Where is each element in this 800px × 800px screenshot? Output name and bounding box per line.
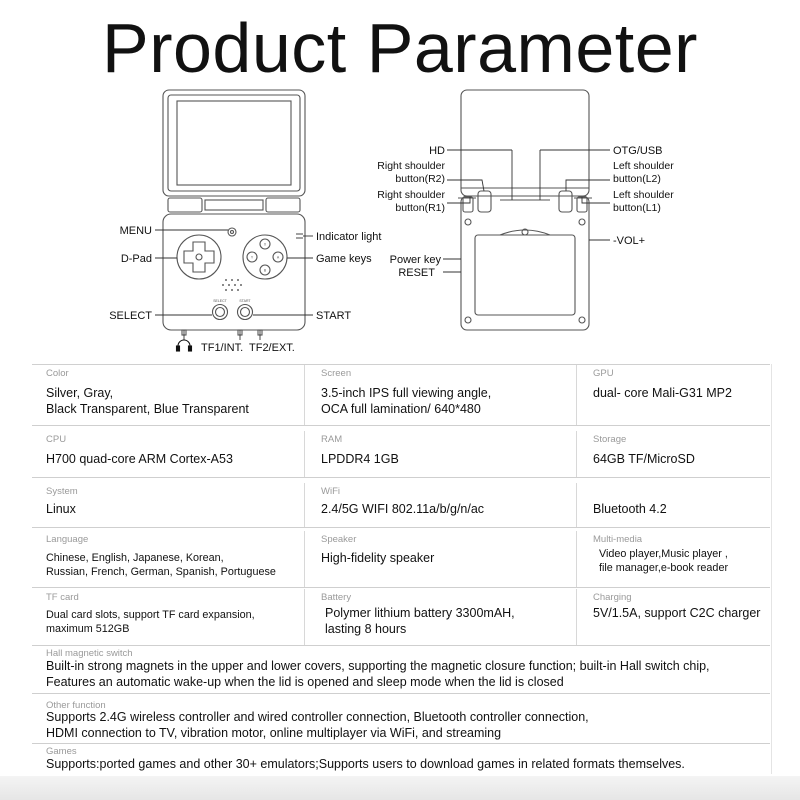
spec-table	[32, 364, 770, 775]
spec-label: Hall magnetic switch	[46, 648, 133, 659]
spec-cell-tfcard	[32, 589, 304, 645]
spec-value: Supports:ported games and other 30+ emulators;Supports users to download games in related formats themselves.	[46, 757, 685, 771]
select-small-label: SELECT	[213, 299, 227, 303]
headphone-icon	[177, 340, 192, 351]
volume-label: -VOL+	[613, 235, 646, 247]
select-label: SELECT	[109, 310, 152, 322]
power-key-label: Power key	[389, 254, 441, 266]
spec-value: 2.4/5G WIFI 802.11a/b/g/n/ac	[321, 502, 485, 516]
spec-value: Dual card slots, support TF card expansion, maximum 512GB	[46, 609, 255, 635]
spec-value: 64GB TF/MicroSD	[593, 452, 695, 466]
reset-label: RESET	[398, 267, 435, 279]
spec-value: H700 quad-core ARM Cortex-A53	[46, 452, 233, 466]
tf2-label: TF2/EXT.	[249, 342, 295, 354]
spec-cell-hall-switch	[32, 645, 770, 693]
spec-cell-gpu	[576, 365, 770, 425]
spec-value: Linux	[46, 502, 76, 516]
r2-label-line2: button(R2)	[395, 173, 445, 185]
page-bottom-decoration	[0, 776, 800, 800]
spec-cell-games	[32, 743, 770, 775]
spec-value: 3.5-inch IPS full viewing angle, OCA full lamination/ 640*480	[321, 386, 492, 416]
spec-label: Color	[46, 368, 69, 379]
menu-label: MENU	[119, 225, 152, 237]
l1-label-line1: Left shoulder	[613, 189, 674, 201]
game-keys-label: Game keys	[316, 253, 372, 265]
spec-cell-ram	[304, 431, 576, 477]
spec-label: Games	[46, 746, 77, 757]
spec-cell-screen	[304, 365, 576, 425]
page-edge-decoration	[771, 364, 780, 774]
r1-label-line1: Right shoulder	[377, 189, 445, 201]
spec-cell-color	[32, 365, 304, 425]
spec-row	[32, 431, 770, 478]
l2-label-line1: Left shoulder	[613, 160, 674, 172]
product-diagram	[0, 84, 800, 354]
spec-cell-cpu	[32, 431, 304, 477]
l2-label-line2: button(L2)	[613, 173, 661, 185]
spec-value: High-fidelity speaker	[321, 551, 435, 565]
button-b-label: B	[263, 268, 267, 273]
spec-cell-speaker	[304, 531, 576, 587]
spec-value: 5V/1.5A, support C2C charger	[593, 606, 761, 620]
spec-label: Other function	[46, 700, 106, 711]
start-small-label: START	[239, 299, 251, 303]
spec-row	[32, 483, 770, 528]
spec-label: Storage	[593, 434, 627, 445]
spec-value: Built-in strong magnets in the upper and lower covers, supporting the magnetic closure function; built-in Hall switch chip, Features an automatic wake-up when the lid is opened and sleep mode when the lid is closed	[46, 659, 710, 689]
page-title: Product Parameter	[102, 9, 698, 87]
spec-row	[32, 645, 770, 694]
button-x-label: X	[263, 242, 267, 247]
spec-value: dual- core Mali-G31 MP2	[593, 386, 732, 400]
spec-cell-other-function	[32, 697, 770, 743]
spec-label: Charging	[593, 592, 632, 603]
spec-cell-storage	[576, 431, 770, 477]
button-y-label: Y	[250, 255, 254, 260]
spec-label: Multi-media	[593, 534, 643, 545]
spec-value: LPDDR4 1GB	[321, 452, 399, 466]
hd-label: HD	[429, 145, 445, 157]
r2-label-line1: Right shoulder	[377, 160, 445, 172]
r1-label-line2: button(R1)	[395, 202, 445, 214]
spec-cell-wifi	[304, 483, 576, 527]
l1-label-line2: button(L1)	[613, 202, 661, 214]
spec-label: WiFi	[321, 486, 340, 497]
spec-value: Chinese, English, Japanese, Korean, Russian, French, German, Spanish, Portuguese	[46, 552, 276, 578]
button-a-label: A	[276, 255, 280, 260]
spec-label: GPU	[593, 368, 614, 379]
spec-value: Supports 2.4G wireless controller and wired controller connection, Bluetooth controller connection, HDMI connection to TV, vibration motor, online multiplayer via WiFi, and streaming	[46, 710, 589, 740]
spec-cell-battery	[304, 589, 576, 645]
spec-label: Screen	[321, 368, 352, 379]
tf1-label: TF1/INT.	[201, 342, 244, 354]
spec-value: Polymer lithium battery 3300mAH, lasting 8 hours	[325, 606, 515, 636]
spec-label: TF card	[46, 592, 79, 603]
spec-cell-bluetooth	[576, 483, 770, 527]
spec-value: Bluetooth 4.2	[593, 502, 667, 516]
spec-cell-multimedia	[576, 531, 770, 587]
dpad-label: D-Pad	[120, 253, 152, 265]
spec-label: RAM	[321, 434, 343, 445]
spec-row	[32, 531, 770, 588]
spec-row	[32, 743, 770, 775]
spec-row	[32, 697, 770, 744]
spec-value: Silver, Gray, Black Transparent, Blue Transparent	[46, 386, 249, 416]
spec-label: Language	[46, 534, 89, 545]
spec-cell-charging	[576, 589, 770, 645]
front-view	[163, 90, 305, 335]
spec-value: Video player,Music player , file manager,e-book reader	[599, 548, 729, 574]
back-view	[458, 90, 592, 330]
start-label: START	[316, 310, 352, 322]
spec-cell-language	[32, 531, 304, 587]
indicator-light-label: Indicator light	[316, 231, 382, 243]
spec-row	[32, 589, 770, 646]
spec-row	[32, 365, 770, 426]
spec-label: CPU	[46, 434, 67, 445]
spec-cell-system	[32, 483, 304, 527]
otg-usb-label: OTG/USB	[613, 145, 663, 157]
spec-label: Speaker	[321, 534, 357, 545]
spec-label: System	[46, 486, 78, 497]
spec-label: Battery	[321, 592, 352, 603]
